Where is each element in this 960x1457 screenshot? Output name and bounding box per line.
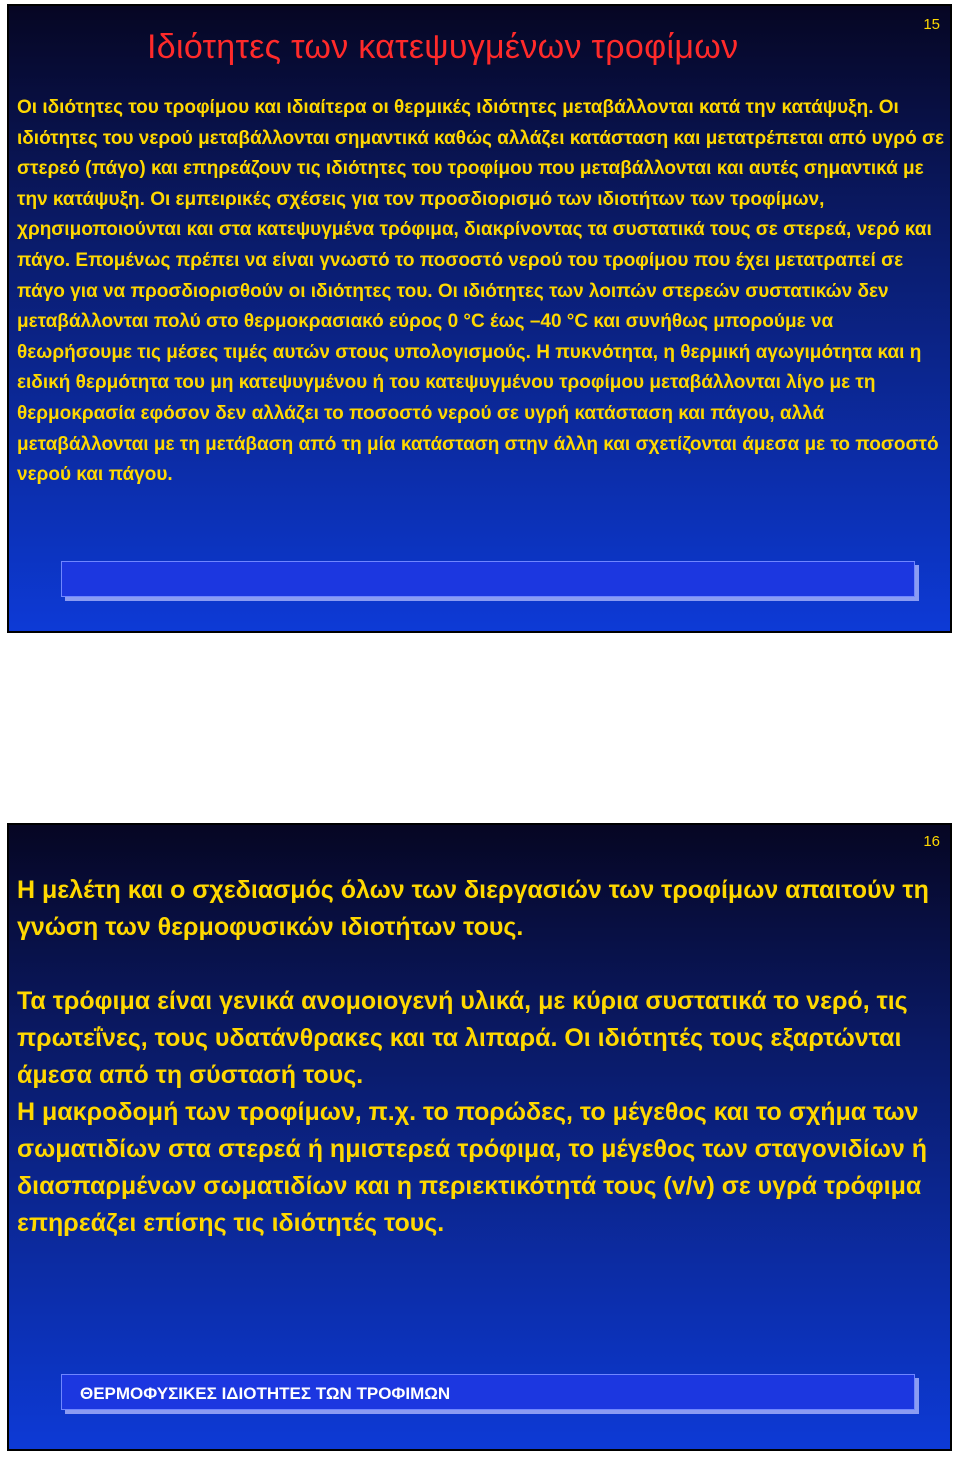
footer-bar xyxy=(61,1374,915,1410)
slide-intro-text: Η μελέτη και ο σχεδιασμός όλων των διεργασιών των τροφίμων απαιτούν τη γνώση των θερμοφυσικών ιδιοτήτων τους. xyxy=(17,876,929,941)
paragraph-composition: Τα τρόφιμα είναι γενικά ανομοιογενή υλικά, με κύρια συστατικά το νερό, τις πρωτεΐνες, τους υδατάνθρακες και τα λιπαρά. Οι ιδιότητές τους εξαρτώνται άμεσα από τη σύστασή τους. xyxy=(17,987,908,1089)
slide-16 xyxy=(7,823,952,1451)
slide-number: 15 xyxy=(923,16,940,33)
slide-title: Ιδιότητες των κατεψυγμένων τροφίμων xyxy=(147,28,739,66)
paragraph-macrostructure: Η μακροδομή των τροφίμων, π.χ. το πορώδες, το μέγεθος και το σχήμα των σωματιδίων στα στερεά ή ημιστερεά τρόφιμα, το μέγεθος των σταγονιδίων ή διασπαρμένων σωματιδίων και η περιεκτικότητά τους (v/v) σε υγρά τρόφιμα επηρεάζει επίσης τις ιδιότητές τους. xyxy=(17,1098,927,1237)
slide-15 xyxy=(7,4,952,633)
slide-body-text: Οι ιδιότητες του τροφίμου και ιδιαίτερα οι θερμικές ιδιότητες μεταβάλλονται κατά την κατάψυξη. Οι ιδιότητες του νερού μεταβάλλονται σημαντικά καθώς αλλάζει κατάσταση και μετατρέπεται από υγρό σε στερεό (πάγο) και επηρεάζουν τις ιδιότητες του τροφίμου που μεταβάλλονται και αυτές σημαντικά με την κατάψυξη. Οι εμπειρικές σχέσεις για τον προσδιορισμό των ιδιοτήτων των τροφίμων, χρησιμοποιούνται και στα κατεψυγμένα τρόφιμα, διακρίνοντας τα συστατικά τους σε στερεά, νερό και πάγο. Επομένως πρέπει να είναι γνωστό το ποσοστό νερού του τροφίμου που έχει μετατραπεί σε πάγο για να προσδιορισθούν οι ιδιότητες του. Οι ιδιότητες των λοιπών στερεών συστατικών δεν μεταβάλλονται πολύ στο θερμοκρασιακό εύρος 0 °C έως –40 °C και συνήθως μπορούμε να θεωρήσουμε τις μέσες τιμές αυτών στους υπολογισμούς. Η πυκνότητα, η θερμική αγωγιμότητα και η ειδική θερμότητα του μη κατεψυγμένου ή του κατεψυγμένου τροφίμου μεταβάλλονται λίγο με τη θερμοκρασία εφόσον δεν αλλάζει το ποσοστό νερού σε υγρή κατάσταση και πάγου, αλλά μεταβάλλονται με τη μετάβαση από τη μία κατάσταση στην άλλη και σχετίζονται άμεσα με το ποσοστό νερού και πάγου. xyxy=(17,97,944,486)
slide-body-text xyxy=(17,983,942,1242)
footer-text: ΘΕΡΜΟΦΥΣΙΚΕΣ ΙΔΙΟΤΗΤΕΣ ΤΩΝ ΤΡΟΦΙΜΩΝ xyxy=(80,1384,451,1403)
slide-number: 16 xyxy=(923,833,940,850)
footer-bar xyxy=(61,561,915,597)
